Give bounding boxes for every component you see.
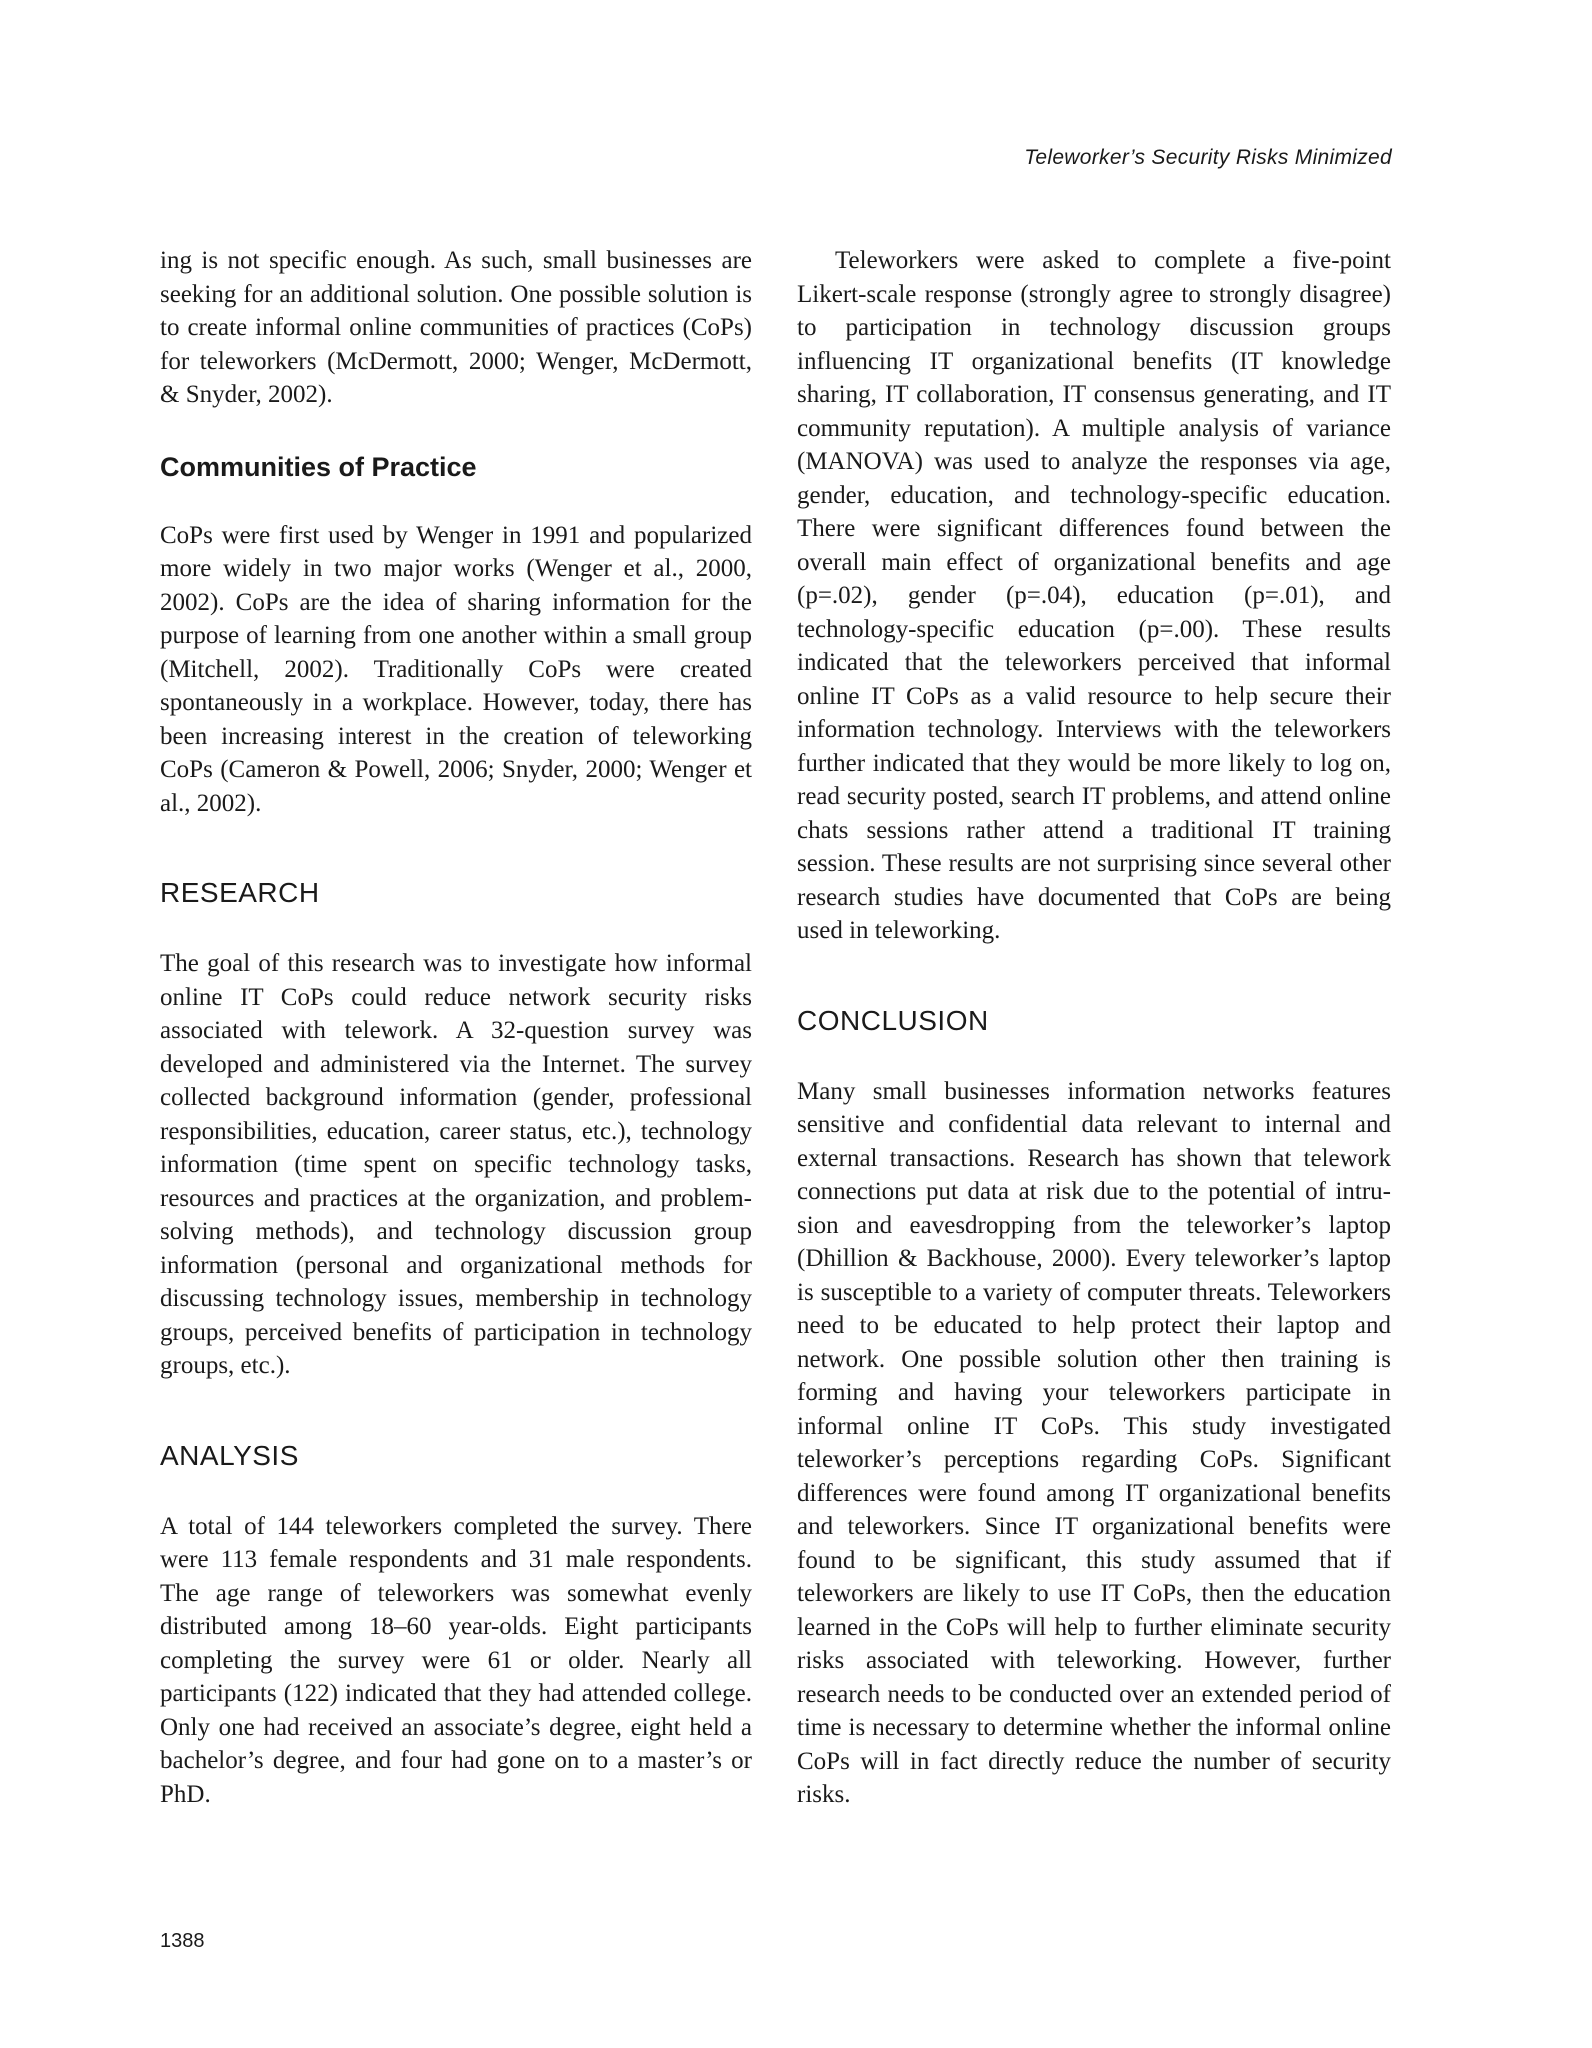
conclusion-paragraph: Many small businesses information networks features sensitive and confidential data relevant to internal and external transactions. Research has shown that telework connections put data at risk due to the potential of intrusion and eavesdropping from the teleworker’s laptop (Dhillion & Backhouse, 2000). Every teleworker’s laptop is susceptible to a variety of computer threats. Teleworkers need to be educated to help protect their laptop and network. One possible solution other then training is forming and having your teleworkers participate in informal online IT CoPs. This study investigated teleworker’s perceptions regarding CoPs. Significant differences were found among IT organizational benefits and teleworkers. Since IT organizational benefits were found to be significant, this study assumed that if teleworkers are likely to use IT CoPs, then the education learned in the CoPs will help to further eliminate security risks associated with teleworking. However, further research needs to be conducted over an extended period of time is necessary to determine whether the informal online CoPs will in fact directly reduce the number of security risks. (797, 1077, 1391, 1808)
right-column (797, 244, 1391, 1812)
page-number: 1388 (160, 1930, 205, 1952)
communities-of-practice-paragraph: CoPs were first used by Wenger in 1991 and popularized more widely in two major works (Wenger et al., 2000, 2002). CoPs are the idea of sharing information for the purpose of learning from one another within a small group (Mitchell, 2002). Traditionally CoPs were created spontaneously in a workplace. However, today, there has been increasing interest in the creation of teleworking CoPs (Cameron & Powell, 2006; Snyder, 2000; Wenger et al., 2002). (160, 521, 752, 817)
conclusion-heading: CONCLUSION (797, 1004, 989, 1036)
intro-continuation-paragraph: ing is not specific enough. As such, small businesses are seeking for an additional solution. One possible solution is to create informal online communities of practices (CoPs) for teleworkers (McDermott, 2000; Wenger, McDermott, & Snyder, 2002). (160, 247, 752, 408)
research-paragraph: The goal of this research was to investigate how informal online IT CoPs could reduce network security risks associated with telework. A 32-question survey was developed and administered via the Internet. The survey collected background information (gender, professional responsibilities, education, career status, etc.), technology information (time spent on specific technology tasks, resources and practices at the organization, and problem-solving methods), and technology discussion group information (personal and organizational methods for discussing technology issues, membership in technology groups, perceived benefits of participation in technology groups, etc.). (160, 950, 752, 1379)
running-header: Teleworker’s Security Risks Minimized (1024, 146, 1392, 169)
communities-of-practice-heading: Communities of Practice (160, 451, 477, 482)
analysis-heading: ANALYSIS (160, 1439, 299, 1471)
analysis-paragraph: A total of 144 teleworkers completed the survey. There were 113 female respondents and 31 male respondents. The age range of teleworkers was somewhat evenly distributed among 18–60 year-olds. Eight participants completing the survey were 61 or older. Nearly all participants (122) indicated that they had attended college. Only one had received an associate’s degree, eight held a bachelor’s degree, and four had gone on to a master’s or PhD. (160, 1512, 752, 1808)
research-heading: RESEARCH (160, 877, 320, 908)
left-column (160, 244, 752, 1811)
analysis-paragraph-continued: Teleworkers were asked to complete a five-point Likert-scale response (strongly agree to strongly disagree) to participation in technology discussion groups influencing IT organizational benefits (IT knowledge sharing, IT collaboration, IT consensus generating, and IT community reputation). A multiple analysis of variance (MANOVA) was used to analyze the responses via age, gender, education, and technology-specific education. There were significant differences found between the overall main effect of organizational benefits and age (p=.02), gender (p=.04), education (p=.01), and technology-specific education (p=.00). These results indicated that the teleworkers perceived that informal online IT CoPs as a valid resource to help secure their information technology. Interviews with the teleworkers further indicated that they would be more likely to log on, read security posted, search IT problems, and attend online chats sessions rather attend a traditional IT training session. These results are not surprising since several other research studies have documented that CoPs are being used in teleworking. (797, 247, 1391, 944)
